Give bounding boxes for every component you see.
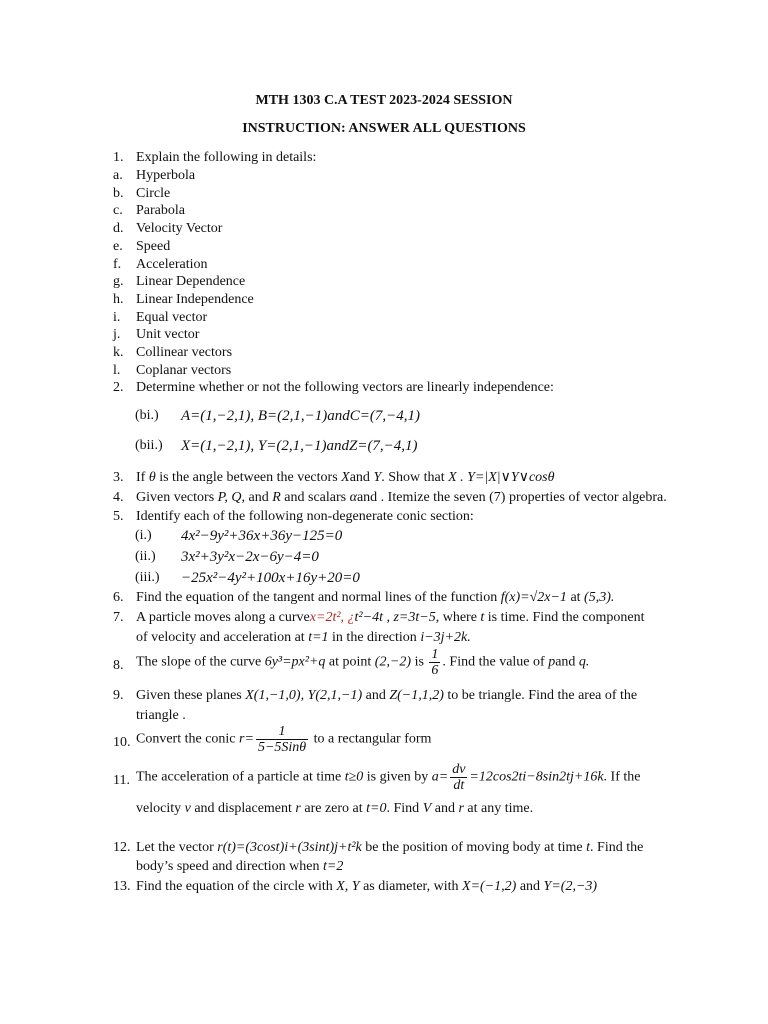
equation: −25x²−4y²+100x+16y+20=0 bbox=[181, 570, 360, 586]
math-symbol: t bbox=[480, 610, 485, 625]
text-fragment: . Find the value of bbox=[442, 654, 545, 670]
list-item-text: Linear Dependence bbox=[136, 274, 246, 289]
list-item-text: Acceleration bbox=[136, 257, 208, 272]
list-item-text: Equal vector bbox=[136, 310, 208, 325]
fraction-denominator: 6 bbox=[431, 663, 439, 678]
math-symbol: t=2 bbox=[323, 859, 344, 874]
list-item-label: i. bbox=[113, 310, 121, 325]
fraction-numerator: dv bbox=[452, 762, 466, 777]
equation: X=(1,−2,1), Y=(2,1,−1)andZ=(7,−4,1) bbox=[181, 438, 418, 454]
math-symbol: X, Y bbox=[336, 879, 360, 894]
equation: X=(−1,2) bbox=[462, 879, 517, 894]
question-text bbox=[136, 762, 640, 793]
text-fragment: and displacement bbox=[194, 801, 292, 816]
text-fragment: Given vectors bbox=[136, 490, 215, 505]
text-fragment: . If the bbox=[603, 769, 641, 785]
list-item-text: Hyperbola bbox=[136, 168, 196, 183]
text-fragment: and bbox=[248, 490, 269, 505]
text-fragment: Given these planes bbox=[136, 688, 242, 703]
text-fragment: is the angle between the vectors bbox=[159, 470, 338, 485]
question-number: 6. bbox=[113, 590, 124, 605]
question-text: Determine whether or not the following vectors are linearly independence: bbox=[136, 380, 554, 395]
exam-title: MTH 1303 C.A TEST 2023-2024 SESSION bbox=[255, 93, 513, 108]
math-symbol: a= bbox=[431, 769, 449, 785]
list-item-label: f. bbox=[113, 257, 122, 272]
text-fragment: at point bbox=[328, 654, 372, 670]
question-text bbox=[136, 609, 645, 627]
math-symbol: t bbox=[586, 840, 591, 855]
math-symbol: q. bbox=[578, 654, 590, 670]
question-text bbox=[136, 489, 667, 507]
text-fragment: of velocity and acceleration at bbox=[136, 630, 305, 645]
exam-instruction: INSTRUCTION: ANSWER ALL QUESTIONS bbox=[242, 121, 526, 136]
part-label: (iii.) bbox=[135, 570, 160, 585]
text-fragment: A particle moves along a curve bbox=[136, 610, 310, 625]
text-fragment: If bbox=[136, 470, 146, 485]
question-number: 1. bbox=[113, 150, 124, 165]
question-text bbox=[136, 839, 643, 857]
math-symbol: r= bbox=[239, 731, 254, 747]
question-text bbox=[136, 724, 431, 755]
list-item-text: Velocity Vector bbox=[136, 221, 223, 236]
equation: 6y³=px²+q bbox=[264, 654, 326, 670]
list-item-text: Collinear vectors bbox=[136, 345, 233, 360]
text-fragment: and . Itemize the seven (7) properties of vector algebra. bbox=[356, 490, 667, 505]
equation: 4x²−9y²+36x+36y−125=0 bbox=[181, 528, 343, 544]
text-fragment: . Show that bbox=[381, 470, 445, 485]
text-fragment: at any time. bbox=[467, 801, 534, 816]
question-text: Explain the following in details: bbox=[136, 150, 317, 165]
equation: Y=(2,−3) bbox=[543, 879, 598, 894]
list-item-label: b. bbox=[113, 186, 124, 201]
math-symbol: ¿ bbox=[347, 610, 355, 625]
text-fragment: and bbox=[555, 654, 576, 670]
list-item-text: Speed bbox=[136, 239, 171, 254]
text-fragment: and bbox=[434, 801, 455, 816]
text-fragment: body’s speed and direction when bbox=[136, 859, 320, 874]
equation: r(t)=(3cost)i+(3sint)j+t²k bbox=[217, 840, 362, 855]
question-number: 9. bbox=[113, 688, 124, 703]
text-fragment: . Find bbox=[386, 801, 420, 816]
question-text bbox=[136, 800, 533, 818]
text-fragment: velocity bbox=[136, 801, 182, 816]
equation: t²−4t , bbox=[354, 610, 390, 625]
fraction-denominator: dt bbox=[453, 778, 465, 793]
text-fragment: and bbox=[519, 879, 541, 894]
question-number: 10. bbox=[113, 735, 131, 750]
equation: =12cos2ti−8sin2tj+16k bbox=[469, 769, 604, 785]
math-symbol: R bbox=[272, 490, 281, 505]
math-symbol: p bbox=[548, 654, 556, 670]
math-symbol: X bbox=[341, 470, 350, 485]
part-label: (bii.) bbox=[135, 438, 163, 453]
text-fragment: to be triangle. Find the area of the bbox=[447, 688, 638, 703]
fraction bbox=[256, 724, 308, 755]
list-item-text: Parabola bbox=[136, 203, 185, 218]
text-fragment: Find the equation of the circle with bbox=[136, 879, 333, 894]
fraction-numerator: 1 bbox=[431, 647, 439, 662]
list-item-text: Unit vector bbox=[136, 327, 200, 342]
question-number: 5. bbox=[113, 509, 124, 524]
text-fragment: and bbox=[365, 688, 386, 703]
equation: X(1,−1,0), Y(2,1,−1) bbox=[245, 688, 363, 703]
equation: z=3t−5, bbox=[393, 610, 440, 625]
question-number: 11. bbox=[113, 773, 130, 788]
text-fragment: as diameter, with bbox=[363, 879, 459, 894]
math-symbol: (5,3). bbox=[584, 590, 615, 605]
question-text bbox=[136, 647, 589, 678]
question-number: 12. bbox=[113, 840, 131, 855]
part-label: (i.) bbox=[135, 528, 152, 543]
list-item-label: e. bbox=[113, 239, 123, 254]
math-symbol: Y bbox=[373, 470, 382, 485]
equation: A=(1,−2,1), B=(2,1,−1)andC=(7,−4,1) bbox=[181, 408, 421, 424]
text-fragment: in the direction bbox=[332, 630, 417, 645]
part-label: (ii.) bbox=[135, 549, 156, 564]
fraction bbox=[450, 762, 467, 793]
text-fragment: and scalars bbox=[284, 490, 347, 505]
text-fragment: are zero at bbox=[304, 801, 363, 816]
list-item-text: Coplanar vectors bbox=[136, 363, 232, 378]
question-number: 3. bbox=[113, 470, 124, 485]
list-item-text: Circle bbox=[136, 186, 171, 201]
text-fragment: The slope of the curve bbox=[136, 654, 262, 670]
question-text bbox=[136, 589, 614, 607]
list-item-label: g. bbox=[113, 274, 124, 289]
fraction-denominator: 5−5Sinθ bbox=[257, 740, 307, 755]
list-item-label: c. bbox=[113, 203, 123, 218]
fraction bbox=[429, 647, 440, 678]
text-fragment: is bbox=[414, 654, 424, 670]
list-item-label: d. bbox=[113, 221, 124, 236]
list-item-label: h. bbox=[113, 292, 124, 307]
text-fragment: is time. Find the component bbox=[487, 610, 645, 625]
text-fragment: at bbox=[570, 590, 581, 605]
math-symbol: r bbox=[458, 801, 464, 816]
list-item-text: Linear Independence bbox=[136, 292, 254, 307]
question-text bbox=[136, 687, 637, 705]
text-fragment: Let the vector bbox=[136, 840, 214, 855]
list-item-label: k. bbox=[113, 345, 124, 360]
equation: X . Y=|X|∨Y∨cosθ bbox=[448, 470, 555, 485]
math-symbol: r bbox=[295, 801, 301, 816]
text-fragment: is given by bbox=[366, 769, 429, 785]
text-fragment: to a rectangular form bbox=[313, 731, 432, 747]
text-fragment: Convert the conic bbox=[136, 731, 236, 747]
math-symbol: t=0 bbox=[366, 801, 387, 816]
question-text bbox=[136, 878, 597, 896]
text-fragment: be the position of moving body at time bbox=[365, 840, 583, 855]
text-fragment: where bbox=[442, 610, 477, 625]
text-fragment: . Find the bbox=[590, 840, 644, 855]
list-item-label: a. bbox=[113, 168, 123, 183]
equation: x=2t², bbox=[309, 610, 345, 625]
math-symbol: v bbox=[184, 801, 191, 816]
math-symbol: V bbox=[422, 801, 432, 816]
equation: Z(−1,1,2) bbox=[389, 688, 444, 703]
question-text bbox=[136, 629, 471, 647]
question-text: Identify each of the following non-degenerate conic section: bbox=[136, 509, 474, 524]
text-fragment: Find the equation of the tangent and normal lines of the function bbox=[136, 590, 498, 605]
math-symbol: t≥0 bbox=[344, 769, 364, 785]
list-item-label: l. bbox=[113, 363, 121, 378]
math-symbol: θ bbox=[148, 470, 156, 485]
math-symbol: P, Q, bbox=[217, 490, 246, 505]
text-fragment: and bbox=[349, 470, 370, 485]
text-fragment: The acceleration of a particle at time bbox=[136, 769, 342, 785]
equation: 3x²+3y²x−2x−6y−4=0 bbox=[181, 549, 319, 565]
fraction-numerator: 1 bbox=[256, 724, 308, 740]
question-number: 8. bbox=[113, 658, 124, 673]
math-symbol: α bbox=[349, 490, 357, 505]
math-symbol: (2,−2) bbox=[374, 654, 412, 670]
question-number: 4. bbox=[113, 490, 124, 505]
math-symbol: t=1 bbox=[308, 630, 329, 645]
question-number: 7. bbox=[113, 610, 124, 625]
equation: f(x)=√2x−1 bbox=[500, 590, 567, 605]
list-item-label: j. bbox=[113, 327, 121, 342]
question-text bbox=[136, 858, 343, 876]
question-text bbox=[136, 469, 554, 487]
question-number: 2. bbox=[113, 380, 124, 395]
equation: i−3j+2k. bbox=[420, 630, 471, 645]
part-label: (bi.) bbox=[135, 408, 159, 423]
question-number: 13. bbox=[113, 879, 131, 894]
question-text: triangle . bbox=[136, 708, 186, 723]
